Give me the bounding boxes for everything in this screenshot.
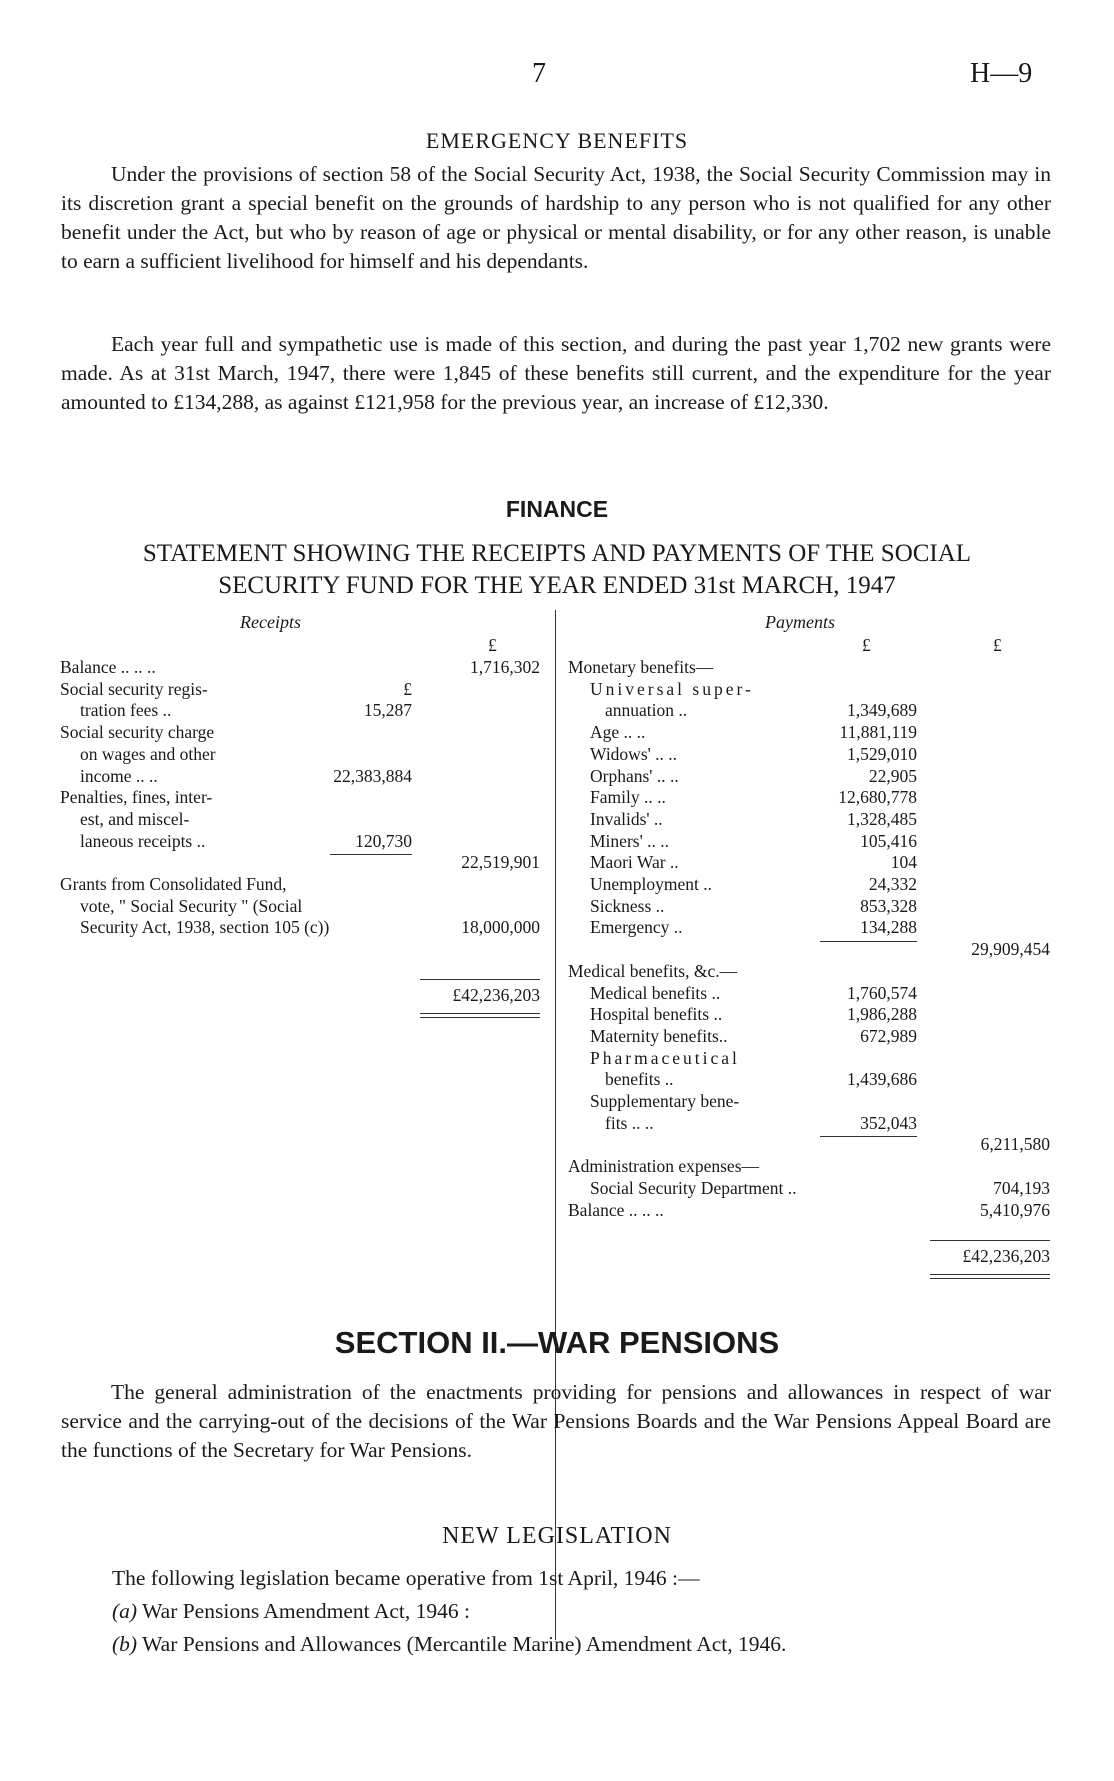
legislation-item-text: War Pensions Amendment Act, 1946 : — [142, 1599, 470, 1623]
payments-row-subamount: 352,043 — [860, 1112, 917, 1133]
page-number: 7 — [532, 58, 546, 89]
receipts-row-label: Social security charge — [60, 722, 215, 743]
war-pensions-paragraph: The general administration of the enactments providing for pensions and allowances in respect of war service and the carrying-out of the decisions of the War Pensions Boards and the War Pensions Appeal Board are the functions of the Secretary for War Pensions. — [61, 1380, 1051, 1462]
payments-row-label: Age .. .. — [590, 722, 646, 743]
payments-row-subamount: 1,349,689 — [847, 700, 917, 721]
payments-total-rule-bottom — [930, 1274, 1050, 1275]
payments-subtotal-rule — [820, 1136, 917, 1137]
payments-row-label: Social Security Department .. — [590, 1177, 797, 1198]
table-column-divider — [555, 610, 556, 1640]
payments-row-label: Administration expenses— — [568, 1156, 760, 1177]
payments-row-label: Medical benefits .. — [590, 982, 721, 1003]
receipts-row-label: Social security regis- — [60, 678, 208, 699]
receipts-total-rule-bottom — [420, 1013, 540, 1014]
payments-row-subamount: 105,416 — [860, 830, 917, 851]
receipts-row-label: on wages and other — [80, 743, 216, 764]
payments-row-label: Family .. .. — [590, 787, 666, 808]
payments-row-total: 29,909,454 — [971, 939, 1050, 960]
receipts-row-label: Grants from Consolidated Fund, — [60, 874, 287, 894]
payments-row-subamount: 1,529,010 — [847, 743, 917, 764]
war-pensions-heading: SECTION II.—WAR PENSIONS — [334, 1325, 780, 1360]
payments-row-subamount: 22,905 — [868, 765, 917, 786]
receipts-row-total: 22,519,901 — [461, 852, 540, 873]
payments-row-label: Invalids' .. — [590, 808, 663, 829]
receipts-row-subamount: 120,730 — [355, 830, 412, 851]
legislation-item-marker: (a) — [112, 1599, 138, 1623]
payments-row-label: Universal super- — [590, 678, 754, 699]
payments-row-label: Maori War .. — [590, 852, 679, 873]
payments-row-label: Unemployment .. — [590, 874, 712, 894]
statement-title-line-1: STATEMENT SHOWING THE RECEIPTS AND PAYMENTS OF THE SOCIAL — [142, 540, 972, 567]
payments-row-label: Supplementary bene- — [590, 1091, 740, 1111]
receipts-row-label: Penalties, fines, inter- — [60, 787, 213, 808]
payments-row-subamount: 1,439,686 — [847, 1069, 917, 1090]
legislation-item-marker: (b) — [112, 1632, 138, 1656]
payments-row-label: benefits .. — [605, 1069, 674, 1090]
receipts-currency: £ — [488, 635, 497, 655]
document-reference: H—9 — [970, 58, 1033, 89]
payments-total-rule-top — [930, 1240, 1050, 1241]
payments-row-label: Monetary benefits— — [568, 657, 714, 677]
payments-row-label: annuation .. — [605, 700, 688, 721]
payments-row-label: Miners' .. .. — [590, 830, 669, 851]
receipts-row-subamount: 22,383,884 — [333, 765, 412, 786]
payments-row-subamount: 11,881,119 — [839, 722, 917, 743]
new-legislation-intro: The following legislation became operative from 1st April, 1946 :— — [112, 1566, 700, 1590]
legislation-item — [112, 1599, 470, 1624]
payments-row-label: fits .. .. — [605, 1112, 654, 1133]
statement-title-line-2: SECURITY FUND FOR THE YEAR ENDED 31st MARCH, 1947 — [218, 572, 896, 599]
receipts-row-label: est, and miscel- — [80, 808, 190, 829]
statement-title — [0, 538, 1114, 602]
payments-row-label: Emergency .. — [590, 917, 683, 938]
payments-row-subamount: 24,332 — [868, 874, 917, 894]
receipts-heading: Receipts — [240, 612, 301, 632]
payments-total-rule-double — [930, 1278, 1050, 1279]
payments-row-label: Sickness .. — [590, 895, 665, 916]
payments-row-subamount: 12,680,778 — [838, 787, 917, 808]
payments-row-total: 5,410,976 — [980, 1199, 1050, 1220]
receipts-row-subamount: £ — [403, 678, 412, 699]
receipts-total-rule-double — [420, 1017, 540, 1018]
emergency-paragraph-1: Under the provisions of section 58 of the Social Security Act, 1938, the Social Security Commission may in its discretion grant a special benefit on the grounds of hardship to any person who is not qualified for any other benefit under the Act, but who by reason of age or physical or mental disability, or for any other reason, is unable to earn a sufficient livelihood for himself and his dependants. — [61, 162, 1051, 273]
payments-row-label: Pharmaceutical — [590, 1047, 740, 1068]
emergency-benefits-heading: EMERGENCY BENEFITS — [425, 128, 689, 153]
payments-row-subamount: 1,986,288 — [847, 1004, 917, 1025]
payments-grand-total: £42,236,203 — [962, 1245, 1050, 1266]
emergency-paragraph-2: Each year full and sympathetic use is made of this section, and during the past year 1,702 new grants were made. As at 31st March, 1947, there were 1,845 of these benefits still current, and the expenditure for the year amounted to £134,288, as against £121,958 for the previous year, an increase of £12,330. — [61, 332, 1051, 414]
new-legislation-heading: NEW LEGISLATION — [442, 1523, 672, 1549]
payments-currency-sub: £ — [862, 635, 871, 655]
payments-row-subamount: 672,989 — [860, 1025, 917, 1046]
payments-row-label: Hospital benefits .. — [590, 1004, 723, 1025]
legislation-item-text: War Pensions and Allowances (Mercantile Marine) Amendment Act, 1946. — [142, 1632, 787, 1656]
payments-row-label: Balance .. .. .. — [568, 1199, 664, 1220]
payments-row-subamount: 104 — [890, 852, 917, 873]
payments-row-subamount: 134,288 — [860, 917, 917, 938]
payments-subtotal-rule — [820, 941, 917, 942]
payments-row-subamount: 1,328,485 — [847, 808, 917, 829]
payments-row-total: 704,193 — [993, 1177, 1050, 1198]
receipts-total-rule-top — [420, 979, 540, 980]
legislation-item — [112, 1632, 786, 1657]
payments-row-total: 6,211,580 — [980, 1134, 1050, 1155]
payments-row-label: Maternity benefits.. — [590, 1025, 728, 1046]
finance-heading: FINANCE — [505, 496, 609, 522]
receipts-row-label: Balance .. .. .. — [60, 657, 156, 677]
receipts-row-total: 1,716,302 — [470, 657, 540, 677]
payments-row-subamount: 1,760,574 — [847, 982, 917, 1003]
payments-row-label: Medical benefits, &c.— — [568, 960, 738, 981]
payments-row-label: Orphans' .. .. — [590, 765, 679, 786]
receipts-row-label: income .. .. — [80, 765, 158, 786]
payments-row-subamount: 853,328 — [860, 895, 917, 916]
receipts-row-label: laneous receipts .. — [80, 830, 206, 851]
payments-heading: Payments — [765, 612, 835, 632]
receipts-row-total: 18,000,000 — [461, 917, 540, 938]
receipts-row-label: vote, " Social Security " (Social — [80, 895, 303, 916]
receipts-row-subamount: 15,287 — [363, 700, 412, 721]
receipts-row-label: Security Act, 1938, section 105 (c)) — [80, 917, 330, 938]
receipts-grand-total: £42,236,203 — [452, 985, 540, 1006]
payments-row-label: Widows' .. .. — [590, 743, 678, 764]
receipts-subtotal-rule — [330, 854, 412, 855]
receipts-row-label: tration fees .. — [80, 700, 172, 721]
payments-currency-total: £ — [993, 635, 1002, 655]
